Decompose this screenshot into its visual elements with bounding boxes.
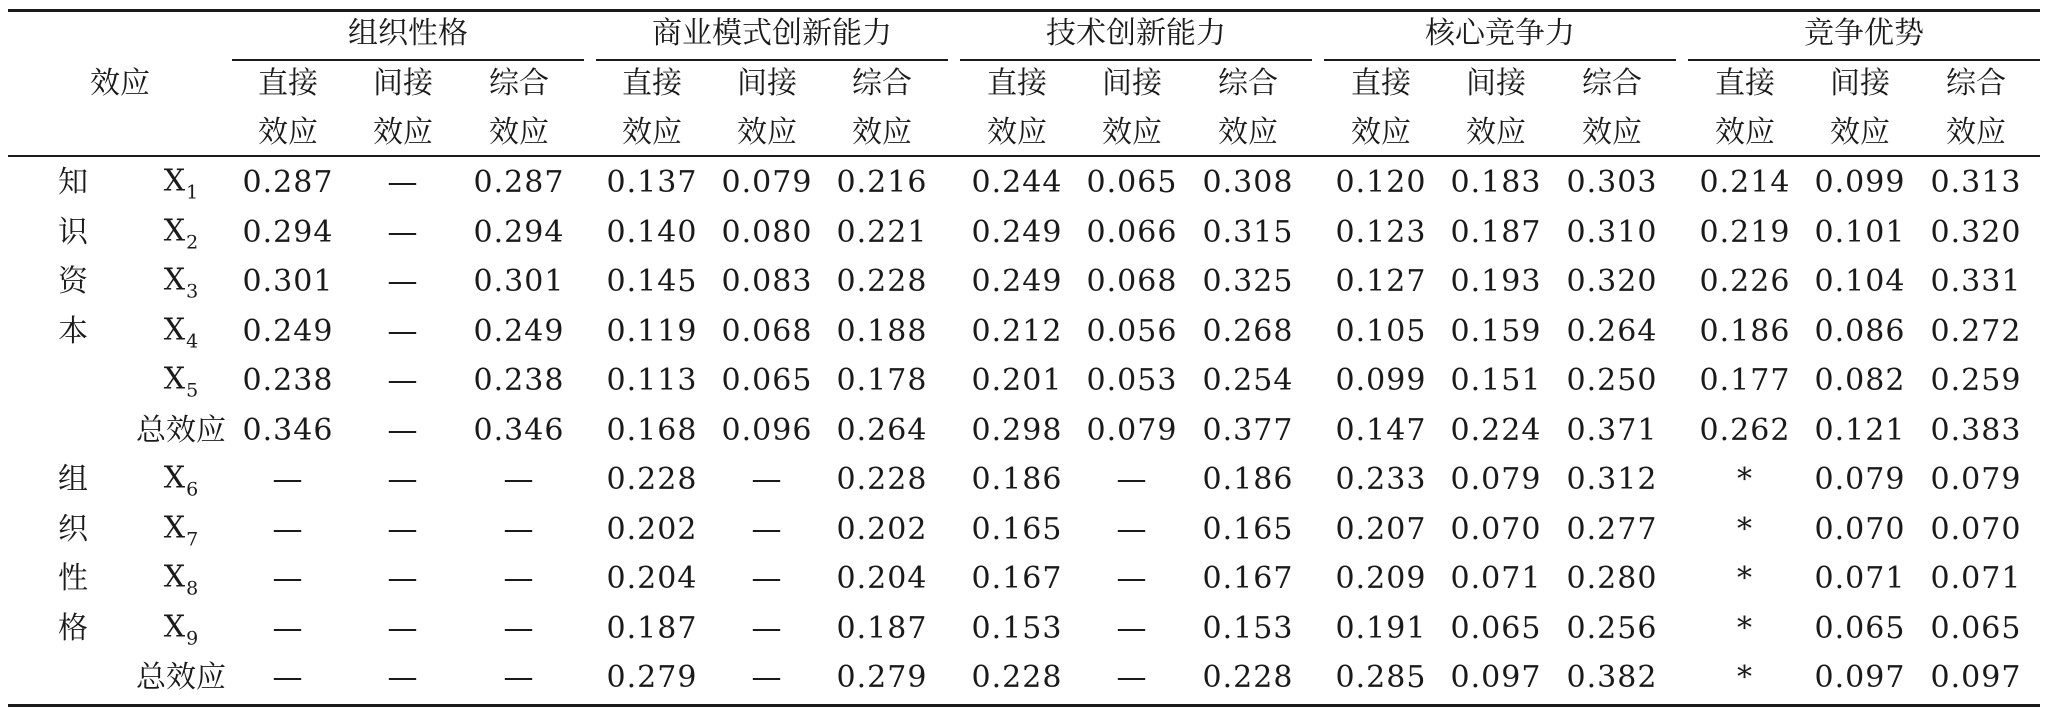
variable-letter: X [163,262,186,298]
table-cell: — [387,512,419,547]
row-variable [163,559,199,600]
table-cell: 0.301 [242,264,334,299]
table-cell: — [751,561,783,596]
table-cell: * [1737,611,1753,646]
table-cell: 0.066 [1086,215,1178,250]
table-cell: — [387,611,419,646]
table-cell: 0.249 [971,215,1063,250]
variable-letter: X [163,213,186,249]
table-cell: 0.147 [1335,413,1427,448]
group-underline [1688,59,2040,61]
table-cell: — [272,561,304,596]
table-cell: — [503,660,535,695]
table-cell: 0.113 [606,363,698,398]
table-cell: — [751,611,783,646]
table-cell: — [1116,462,1148,497]
table-cell: 0.313 [1930,165,2022,200]
sub-header-top: 直接 [1351,66,1411,101]
table-cell: 0.082 [1814,363,1906,398]
table-cell: 0.214 [1699,165,1791,200]
table-cell: 0.151 [1450,363,1542,398]
table-cell: 0.079 [1930,462,2022,497]
section-label-char: 知 [58,165,88,200]
row-total-label: 总效应 [136,413,226,448]
table-cell: 0.301 [473,264,565,299]
table-cell: — [387,561,419,596]
table-cell: 0.065 [1086,165,1178,200]
row-variable [163,312,199,353]
table-cell: 0.145 [606,264,698,299]
table-cell: 0.202 [606,512,698,547]
table-cell: — [387,314,419,349]
table-cell: 0.121 [1814,413,1906,448]
variable-subscript: 3 [186,280,199,303]
table-cell: 0.053 [1086,363,1178,398]
table-cell: 0.097 [1814,660,1906,695]
sub-header-top: 间接 [737,66,797,101]
sub-header-top: 直接 [1715,66,1775,101]
table-cell: 0.105 [1335,314,1427,349]
row-variable [163,163,199,204]
table-cell: — [1116,660,1148,695]
table-cell: — [751,512,783,547]
sub-header-top: 综合 [489,66,549,101]
table-cell: — [387,165,419,200]
table-cell: 0.065 [1814,611,1906,646]
table-cell: 0.167 [971,561,1063,596]
table-cell: 0.193 [1450,264,1542,299]
table-cell: 0.268 [1202,314,1294,349]
table-cell: 0.331 [1930,264,2022,299]
row-variable [163,361,199,402]
table-cell: 0.177 [1699,363,1791,398]
table-cell: 0.228 [971,660,1063,695]
table-cell: 0.186 [1699,314,1791,349]
variable-letter: X [163,559,186,595]
table-cell: 0.083 [721,264,813,299]
section-label-char: 格 [58,611,88,646]
table-cell: 0.346 [242,413,334,448]
sub-header-top: 直接 [258,66,318,101]
group-header: 核心竞争力 [1425,16,1575,51]
table-cell: 0.228 [836,264,928,299]
table-cell: 0.377 [1202,413,1294,448]
table-cell: 0.303 [1566,165,1658,200]
sub-header-bottom: 效应 [1466,115,1526,150]
table-cell: 0.071 [1814,561,1906,596]
variable-letter: X [163,510,186,546]
row-variable [163,510,199,551]
sub-header-bottom: 效应 [1715,115,1775,150]
table-cell: — [272,611,304,646]
variable-subscript: 2 [186,231,199,254]
table-cell: * [1737,462,1753,497]
table-cell: 0.165 [971,512,1063,547]
table-cell: 0.191 [1335,611,1427,646]
table-cell: 0.096 [721,413,813,448]
table-cell: 0.264 [836,413,928,448]
table-cell: 0.262 [1699,413,1791,448]
variable-subscript: 1 [186,181,199,204]
table-cell: 0.371 [1566,413,1658,448]
variable-subscript: 7 [186,528,199,551]
table-cell: 0.383 [1930,413,2022,448]
table-cell: 0.320 [1930,215,2022,250]
sub-header-bottom: 效应 [1218,115,1278,150]
table-cell: 0.287 [473,165,565,200]
table-cell: * [1737,512,1753,547]
table-cell: — [387,660,419,695]
section-label-char: 本 [58,314,88,349]
table-cell: 0.277 [1566,512,1658,547]
table-cell: 0.119 [606,314,698,349]
table-cell: — [503,611,535,646]
table-cell: 0.280 [1566,561,1658,596]
table-cell: 0.249 [971,264,1063,299]
table-cell: — [751,462,783,497]
table-cell: 0.168 [606,413,698,448]
table-cell: 0.097 [1450,660,1542,695]
table-cell: — [387,363,419,398]
sub-header-bottom: 效应 [1830,115,1890,150]
table-cell: 0.325 [1202,264,1294,299]
group-header: 商业模式创新能力 [652,16,892,51]
sub-header-top: 间接 [1102,66,1162,101]
sub-header-top: 间接 [1830,66,1890,101]
variable-letter: X [163,312,186,348]
table-cell: 0.259 [1930,363,2022,398]
table-cell: 0.099 [1335,363,1427,398]
table-cell: 0.212 [971,314,1063,349]
table-cell: 0.178 [836,363,928,398]
table-cell: 0.183 [1450,165,1542,200]
table-cell: 0.153 [971,611,1063,646]
variable-letter: X [163,609,186,645]
table-cell: 0.279 [836,660,928,695]
sub-header-bottom: 效应 [737,115,797,150]
table-cell: 0.310 [1566,215,1658,250]
table-cell: 0.320 [1566,264,1658,299]
variable-letter: X [163,460,186,496]
table-cell: * [1737,561,1753,596]
table-cell: 0.153 [1202,611,1294,646]
table-cell: — [272,462,304,497]
variable-subscript: 4 [186,330,199,353]
table-cell: 0.264 [1566,314,1658,349]
table-cell: — [272,660,304,695]
sub-header-bottom: 效应 [1351,115,1411,150]
variable-subscript: 6 [186,478,199,501]
section-label-char: 资 [58,264,88,299]
variable-letter: X [163,361,186,397]
group-underline [1324,59,1676,61]
sub-header-bottom: 效应 [489,115,549,150]
group-header: 组织性格 [348,16,468,51]
table-cell: — [1116,611,1148,646]
table-cell: 0.187 [836,611,928,646]
table-cell: 0.228 [836,462,928,497]
table-cell: 0.219 [1699,215,1791,250]
table-cell: 0.202 [836,512,928,547]
table-cell: 0.165 [1202,512,1294,547]
row-variable [163,460,199,501]
section-label-char: 组 [58,462,88,497]
corner-header: 效应 [90,66,150,101]
table-cell: — [1116,561,1148,596]
table-cell: 0.315 [1202,215,1294,250]
table-cell: 0.187 [606,611,698,646]
bottom-rule [8,704,2040,707]
table-cell: 0.079 [1086,413,1178,448]
sub-header-top: 综合 [852,66,912,101]
table-cell: — [272,512,304,547]
table-cell: — [503,462,535,497]
table-cell: 0.079 [1450,462,1542,497]
table-cell: 0.272 [1930,314,2022,349]
sub-header-bottom: 效应 [258,115,318,150]
variable-letter: X [163,163,186,199]
table-cell: — [387,264,419,299]
table-cell: — [387,215,419,250]
sub-header-top: 综合 [1582,66,1642,101]
table-cell: 0.224 [1450,413,1542,448]
group-header: 技术创新能力 [1046,16,1226,51]
table-cell: 0.287 [242,165,334,200]
sub-header-top: 间接 [1466,66,1526,101]
table-cell: 0.226 [1699,264,1791,299]
group-header: 竞争优势 [1804,16,1924,51]
table-cell: 0.056 [1086,314,1178,349]
row-variable [163,609,199,650]
table-cell: 0.294 [242,215,334,250]
table-cell: 0.249 [473,314,565,349]
table-cell: 0.256 [1566,611,1658,646]
table-cell: — [1116,512,1148,547]
table-cell: 0.071 [1450,561,1542,596]
table-cell: 0.228 [1202,660,1294,695]
table-cell: 0.201 [971,363,1063,398]
top-rule [8,9,2040,12]
table-cell: 0.298 [971,413,1063,448]
table-cell: 0.346 [473,413,565,448]
table-cell: 0.097 [1930,660,2022,695]
table-cell: 0.244 [971,165,1063,200]
row-total-label: 总效应 [136,660,226,695]
table-cell: 0.186 [971,462,1063,497]
table-cell: 0.068 [1086,264,1178,299]
table-cell: 0.068 [721,314,813,349]
sub-header-top: 直接 [622,66,682,101]
section-label-char: 识 [58,215,88,250]
table-cell: 0.254 [1202,363,1294,398]
table-cell: 0.079 [1814,462,1906,497]
table-cell: 0.065 [721,363,813,398]
variable-subscript: 8 [186,577,199,600]
group-underline [232,59,584,61]
table-cell: 0.204 [606,561,698,596]
sub-header-top: 综合 [1218,66,1278,101]
table-cell: 0.228 [606,462,698,497]
table-cell: 0.086 [1814,314,1906,349]
table-cell: 0.127 [1335,264,1427,299]
table-cell: 0.137 [606,165,698,200]
row-variable [163,213,199,254]
header-bottom-rule [8,155,2040,157]
group-underline [960,59,1312,61]
group-underline [596,59,948,61]
table-cell: 0.080 [721,215,813,250]
table-cell: 0.233 [1335,462,1427,497]
table-cell: — [503,561,535,596]
table-cell: — [503,512,535,547]
sub-header-bottom: 效应 [1102,115,1162,150]
table-cell: 0.120 [1335,165,1427,200]
sub-header-top: 综合 [1946,66,2006,101]
sub-header-bottom: 效应 [1946,115,2006,150]
table-cell: 0.104 [1814,264,1906,299]
table-cell: 0.209 [1335,561,1427,596]
sub-header-bottom: 效应 [1582,115,1642,150]
sub-header-bottom: 效应 [852,115,912,150]
table-cell: 0.250 [1566,363,1658,398]
table-cell: 0.070 [1930,512,2022,547]
table-cell: — [751,660,783,695]
table-cell: — [387,462,419,497]
table-cell: 0.079 [721,165,813,200]
table-cell: 0.187 [1450,215,1542,250]
table-cell: 0.070 [1814,512,1906,547]
sub-header-top: 间接 [373,66,433,101]
table-cell: 0.216 [836,165,928,200]
table-cell: 0.186 [1202,462,1294,497]
variable-subscript: 9 [186,627,199,650]
table-cell: 0.294 [473,215,565,250]
table-cell: 0.312 [1566,462,1658,497]
table-cell: 0.065 [1930,611,2022,646]
table-cell: 0.238 [473,363,565,398]
table-cell: 0.099 [1814,165,1906,200]
table-cell: 0.207 [1335,512,1427,547]
table-cell: 0.071 [1930,561,2022,596]
section-label-char: 性 [58,561,88,596]
table-cell: 0.238 [242,363,334,398]
table-cell: 0.101 [1814,215,1906,250]
table-cell: 0.140 [606,215,698,250]
table-cell: 0.279 [606,660,698,695]
sub-header-top: 直接 [987,66,1047,101]
table-cell: 0.204 [836,561,928,596]
section-label-char: 织 [58,512,88,547]
table-cell: — [387,413,419,448]
table-cell: 0.167 [1202,561,1294,596]
table-cell: * [1737,660,1753,695]
table-cell: 0.188 [836,314,928,349]
table-cell: 0.249 [242,314,334,349]
variable-subscript: 5 [186,379,199,402]
table-cell: 0.308 [1202,165,1294,200]
sub-header-bottom: 效应 [373,115,433,150]
table-cell: 0.123 [1335,215,1427,250]
table-cell: 0.070 [1450,512,1542,547]
table-cell: 0.382 [1566,660,1658,695]
sub-header-bottom: 效应 [987,115,1047,150]
table-cell: 0.221 [836,215,928,250]
table-cell: 0.065 [1450,611,1542,646]
row-variable [163,262,199,303]
table-cell: 0.159 [1450,314,1542,349]
sub-header-bottom: 效应 [622,115,682,150]
table-cell: 0.285 [1335,660,1427,695]
